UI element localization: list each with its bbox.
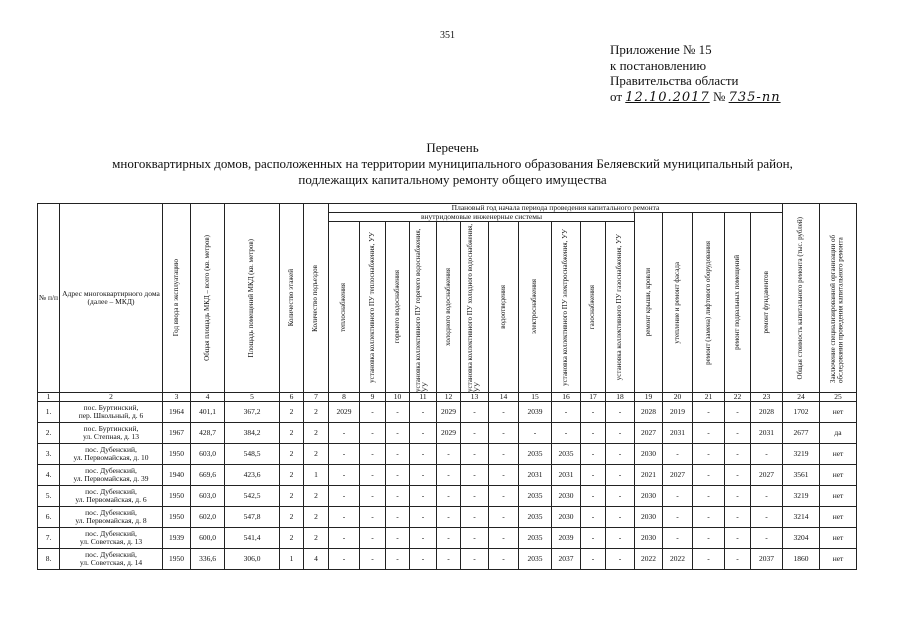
table-cell: 4. (38, 465, 60, 486)
table-cell: нет (820, 507, 857, 528)
column-number: 8 (329, 393, 360, 402)
table-cell: 1860 (783, 549, 820, 570)
table-cell: - (725, 423, 751, 444)
table-cell: - (437, 528, 461, 549)
table-cell: 603,0 (191, 486, 225, 507)
table-cell: 2027 (663, 465, 693, 486)
column-number: 7 (304, 393, 329, 402)
table-cell: - (519, 423, 552, 444)
column-number: 1 (38, 393, 60, 402)
table-cell: нет (820, 465, 857, 486)
table-cell: 2027 (635, 423, 663, 444)
table-cell: - (606, 486, 635, 507)
table-cell: - (606, 465, 635, 486)
table-cell: 7. (38, 528, 60, 549)
header-planned-year: Плановый год начала периода проведения капитального ремонта (329, 204, 783, 213)
houses-table (37, 203, 857, 570)
table-cell: - (329, 528, 360, 549)
table-cell: нет (820, 444, 857, 465)
table-cell: - (410, 507, 437, 528)
table-row (38, 444, 857, 465)
table-cell: 2028 (751, 402, 783, 423)
decree-date: 12.10.2017 (625, 89, 710, 105)
table-cell: - (693, 549, 725, 570)
page-number: 351 (440, 30, 455, 41)
table-cell: - (663, 444, 693, 465)
table-cell: 3219 (783, 486, 820, 507)
table-cell: - (606, 402, 635, 423)
table-cell: - (606, 528, 635, 549)
table-cell: 2030 (635, 444, 663, 465)
header-no: № п/п (38, 204, 60, 393)
column-number: 15 (519, 393, 552, 402)
table-cell: 2037 (751, 549, 783, 570)
table-cell: - (606, 423, 635, 444)
table-cell: - (489, 465, 519, 486)
table-cell: - (437, 507, 461, 528)
table-cell: 1950 (163, 444, 191, 465)
column-number: 12 (437, 393, 461, 402)
address-cell: пос. Дубенский, ул. Первомайская, д. 10 (60, 444, 163, 465)
table-cell: - (693, 528, 725, 549)
table-cell: - (360, 528, 386, 549)
table-cell: - (386, 507, 410, 528)
table-cell: - (461, 423, 489, 444)
table-cell: 2029 (437, 423, 461, 444)
table-cell: 336,6 (191, 549, 225, 570)
table-cell: - (410, 486, 437, 507)
appendix-government: Правительства области (610, 73, 739, 88)
table-cell: 2 (280, 402, 304, 423)
table-cell: - (437, 444, 461, 465)
address-cell: пос. Дубенский, ул. Советская, д. 13 (60, 528, 163, 549)
table-cell: - (725, 402, 751, 423)
table-cell: нет (820, 486, 857, 507)
table-cell: - (751, 528, 783, 549)
header-facade: утепление и ремонт фасада (663, 213, 693, 393)
table-cell: 2 (280, 423, 304, 444)
table-cell: - (360, 549, 386, 570)
table-cell: 423,6 (225, 465, 280, 486)
table-cell: - (581, 507, 606, 528)
table-cell: 3214 (783, 507, 820, 528)
table-cell: - (410, 444, 437, 465)
address-cell: пос. Дубенский, ул. Первомайская, д. 39 (60, 465, 163, 486)
table-cell: 3561 (783, 465, 820, 486)
table-cell: - (437, 486, 461, 507)
table-cell: 2031 (552, 465, 581, 486)
table-cell: 1939 (163, 528, 191, 549)
table-cell: 2027 (751, 465, 783, 486)
table-cell: - (461, 402, 489, 423)
table-cell: 2030 (552, 486, 581, 507)
table-cell: 2039 (519, 402, 552, 423)
column-number-row (38, 393, 857, 402)
table-cell: 2021 (635, 465, 663, 486)
header-total-area: Общая площадь МКД – всего (кв. метров) (191, 204, 225, 393)
table-row (38, 549, 857, 570)
table-cell: 602,0 (191, 507, 225, 528)
table-cell: 2035 (519, 444, 552, 465)
table-cell: 428,7 (191, 423, 225, 444)
column-number: 2 (60, 393, 163, 402)
table-cell: 2029 (437, 402, 461, 423)
table-cell: - (329, 486, 360, 507)
table-cell: 2039 (552, 528, 581, 549)
number-prefix: № (712, 88, 726, 104)
column-number: 5 (225, 393, 280, 402)
table-cell: - (581, 528, 606, 549)
table-cell: - (410, 423, 437, 444)
table-cell: - (693, 444, 725, 465)
table-cell: - (581, 423, 606, 444)
table-cell: - (386, 423, 410, 444)
column-number: 17 (581, 393, 606, 402)
table-cell: 2031 (751, 423, 783, 444)
header-year: Год ввода в эксплуатацию (163, 204, 191, 393)
table-cell: - (489, 528, 519, 549)
table-cell: - (329, 444, 360, 465)
table-cell: 306,0 (225, 549, 280, 570)
table-cell: 1 (280, 549, 304, 570)
table-cell: - (581, 486, 606, 507)
table-cell: - (663, 486, 693, 507)
column-number: 21 (693, 393, 725, 402)
table-cell: - (725, 444, 751, 465)
table-row (38, 507, 857, 528)
document-title (0, 140, 905, 188)
header-entrances: Количество подъездов (304, 204, 329, 393)
table-cell: 2035 (552, 444, 581, 465)
header-cost: Общая стоимость капитального ремонта (тыс. рублей) (783, 204, 820, 393)
table-cell: - (461, 528, 489, 549)
table-cell: - (693, 465, 725, 486)
table-cell: 1950 (163, 486, 191, 507)
table-cell: 2035 (519, 528, 552, 549)
header-basement: ремонт подвальных помещений (725, 213, 751, 393)
table-cell: - (461, 507, 489, 528)
table-cell: 603,0 (191, 444, 225, 465)
table-cell: 2028 (635, 402, 663, 423)
table-cell: - (581, 465, 606, 486)
header-premises-area: Площадь помещений МКД (кв. метров) (225, 204, 280, 393)
table-cell: 2035 (519, 507, 552, 528)
table-cell: 2 (280, 528, 304, 549)
table-cell: - (386, 444, 410, 465)
column-number: 23 (751, 393, 783, 402)
address-cell: пос. Дубенский, ул. Первомайская, д. 6 (60, 486, 163, 507)
table-cell: 2 (304, 444, 329, 465)
table-cell: - (329, 465, 360, 486)
table-cell: - (489, 549, 519, 570)
table-cell: 2030 (552, 507, 581, 528)
table-cell: 2030 (635, 528, 663, 549)
table-cell: - (461, 444, 489, 465)
date-prefix: от (610, 88, 623, 104)
table-cell: 2 (304, 402, 329, 423)
table-row (38, 402, 857, 423)
column-number: 16 (552, 393, 581, 402)
table-cell: - (581, 444, 606, 465)
column-number: 14 (489, 393, 519, 402)
table-cell: 1967 (163, 423, 191, 444)
header-engineering: внутридомовые инженерные системы (329, 213, 635, 222)
table-cell: 3204 (783, 528, 820, 549)
table-cell: нет (820, 528, 857, 549)
table-cell: нет (820, 402, 857, 423)
header-gas-meter: установка коллективного ПУ газоснабжения, УУ (606, 222, 635, 393)
table-cell: 2031 (519, 465, 552, 486)
column-number: 24 (783, 393, 820, 402)
table-cell: 669,6 (191, 465, 225, 486)
table-cell: - (725, 528, 751, 549)
address-cell: пос. Дубенский, ул. Первомайская, д. 8 (60, 507, 163, 528)
header-electricity: электроснабжения (519, 222, 552, 393)
table-cell: - (489, 486, 519, 507)
address-cell: пос. Буртинский, пер. Школьный, д. 6 (60, 402, 163, 423)
table-cell: 1940 (163, 465, 191, 486)
table-cell: 542,5 (225, 486, 280, 507)
column-number: 10 (386, 393, 410, 402)
table-row (38, 423, 857, 444)
table-cell: - (360, 507, 386, 528)
address-cell: пос. Буртинский, ул. Степная, д. 13 (60, 423, 163, 444)
table-cell: - (552, 423, 581, 444)
table-cell: - (581, 549, 606, 570)
table-cell: - (489, 507, 519, 528)
table-cell: - (329, 549, 360, 570)
column-number: 9 (360, 393, 386, 402)
table-cell: 2 (304, 507, 329, 528)
header-heat: теплоснабжения (329, 222, 360, 393)
table-cell: 2 (304, 528, 329, 549)
table-cell: 2 (304, 423, 329, 444)
table-cell: - (329, 507, 360, 528)
table-cell: - (360, 444, 386, 465)
table-cell: - (693, 486, 725, 507)
table-cell: - (386, 486, 410, 507)
table-cell: - (751, 486, 783, 507)
table-row (38, 465, 857, 486)
table-cell: - (663, 528, 693, 549)
column-number: 13 (461, 393, 489, 402)
table-cell: - (581, 402, 606, 423)
table-cell: - (360, 402, 386, 423)
header-electricity-meter: установка коллективного ПУ электроснабжения, УУ (552, 222, 581, 393)
header-hot-water-meter: установка коллективного ПУ горячего водоснабжения, УУ (410, 222, 437, 393)
table-cell: - (489, 402, 519, 423)
table-cell: - (489, 444, 519, 465)
table-cell: - (386, 402, 410, 423)
table-cell: - (461, 549, 489, 570)
table-cell: - (489, 423, 519, 444)
table-cell: 600,0 (191, 528, 225, 549)
table-cell: - (725, 507, 751, 528)
column-number: 22 (725, 393, 751, 402)
header-roof: ремонт крыши, кровли (635, 213, 663, 393)
header-heat-meter: установка коллективного ПУ теплоснабжения, УУ (360, 222, 386, 393)
table-cell: 2030 (635, 486, 663, 507)
title-line-1: Перечень (426, 140, 479, 155)
header-conclusion: Заключение специализированной организации об обследовании проведения капитального ремонта (820, 204, 857, 393)
table-cell: 2022 (663, 549, 693, 570)
table-cell: 6. (38, 507, 60, 528)
table-cell: - (693, 423, 725, 444)
column-number: 25 (820, 393, 857, 402)
address-cell: пос. Дубенский, ул. Советская, д. 14 (60, 549, 163, 570)
title-line-3: подлежащих капитальному ремонту общего имущества (298, 172, 607, 187)
table-row (38, 486, 857, 507)
table-cell: - (461, 486, 489, 507)
table-cell: 2030 (635, 507, 663, 528)
table-cell: - (552, 402, 581, 423)
table-cell: - (360, 465, 386, 486)
header-address: Адрес многоквартирного дома (далее – МКД) (60, 204, 163, 393)
appendix-date-line (610, 89, 781, 106)
header-foundation: ремонт фундаментов (751, 213, 783, 393)
table-cell: 547,8 (225, 507, 280, 528)
column-number: 20 (663, 393, 693, 402)
table-cell: 5. (38, 486, 60, 507)
table-cell: 2031 (663, 423, 693, 444)
table-cell: 1950 (163, 549, 191, 570)
table-cell: - (437, 465, 461, 486)
header-floors: Количество этажей (280, 204, 304, 393)
table-cell: 2 (280, 465, 304, 486)
table-cell: 1. (38, 402, 60, 423)
table-cell: 1950 (163, 507, 191, 528)
table-cell: 3. (38, 444, 60, 465)
column-number: 11 (410, 393, 437, 402)
appendix-block (610, 42, 781, 105)
table-cell: - (437, 549, 461, 570)
table-cell: - (725, 465, 751, 486)
column-number: 4 (191, 393, 225, 402)
table-cell: - (360, 486, 386, 507)
appendix-decree: к постановлению (610, 57, 707, 73)
table-cell: 1 (304, 465, 329, 486)
table-cell: 2 (280, 444, 304, 465)
table-cell: - (386, 528, 410, 549)
table-cell: - (386, 465, 410, 486)
table-cell: 1964 (163, 402, 191, 423)
table-cell: 2037 (552, 549, 581, 570)
column-number: 6 (280, 393, 304, 402)
table-cell: 541,4 (225, 528, 280, 549)
table-cell: 2035 (519, 486, 552, 507)
header-drainage: водоотведения (489, 222, 519, 393)
table-cell: 4 (304, 549, 329, 570)
header-gas: газоснабжения (581, 222, 606, 393)
table-cell: 1702 (783, 402, 820, 423)
table-cell: 2022 (635, 549, 663, 570)
table-cell: 2. (38, 423, 60, 444)
table-cell: - (663, 507, 693, 528)
table-cell: - (461, 465, 489, 486)
table-cell: - (725, 549, 751, 570)
table-cell: 384,2 (225, 423, 280, 444)
decree-number: 735-пп (728, 89, 781, 105)
table-cell: - (386, 549, 410, 570)
table-cell: нет (820, 549, 857, 570)
table-cell: 2019 (663, 402, 693, 423)
appendix-title: Приложение № 15 (610, 42, 712, 57)
table-cell: - (751, 444, 783, 465)
table-cell: - (606, 507, 635, 528)
table-cell: 2677 (783, 423, 820, 444)
table-cell: 2 (280, 507, 304, 528)
table-cell: - (360, 423, 386, 444)
column-number: 3 (163, 393, 191, 402)
table-row (38, 528, 857, 549)
table-cell: 8. (38, 549, 60, 570)
table-cell: - (329, 423, 360, 444)
title-line-2: многоквартирных домов, расположенных на территории муниципального образования Беляевский муниципальный район, (112, 156, 793, 171)
table-cell: 2035 (519, 549, 552, 570)
table-cell: - (693, 402, 725, 423)
table-cell: - (693, 507, 725, 528)
table-cell: 548,5 (225, 444, 280, 465)
table-cell: - (606, 549, 635, 570)
table-cell: 2 (304, 486, 329, 507)
table-cell: 3219 (783, 444, 820, 465)
table-cell: - (751, 507, 783, 528)
table-cell: - (725, 486, 751, 507)
table-cell: 2029 (329, 402, 360, 423)
header-elevator: ремонт (замена) лифтового оборудования (693, 213, 725, 393)
header-hot-water: горячего водоснабжения (386, 222, 410, 393)
table-cell: - (410, 549, 437, 570)
header-cold-water: холодного водоснабжения (437, 222, 461, 393)
header-cold-water-meter: установка коллективного ПУ холодного водоснабжения, УУ (461, 222, 489, 393)
table-cell: да (820, 423, 857, 444)
column-number: 18 (606, 393, 635, 402)
column-number: 19 (635, 393, 663, 402)
table-cell: - (606, 444, 635, 465)
table-cell: 401,1 (191, 402, 225, 423)
table-cell: - (410, 402, 437, 423)
table-cell: - (410, 465, 437, 486)
table-cell: - (410, 528, 437, 549)
table-cell: 367,2 (225, 402, 280, 423)
table-cell: 2 (280, 486, 304, 507)
